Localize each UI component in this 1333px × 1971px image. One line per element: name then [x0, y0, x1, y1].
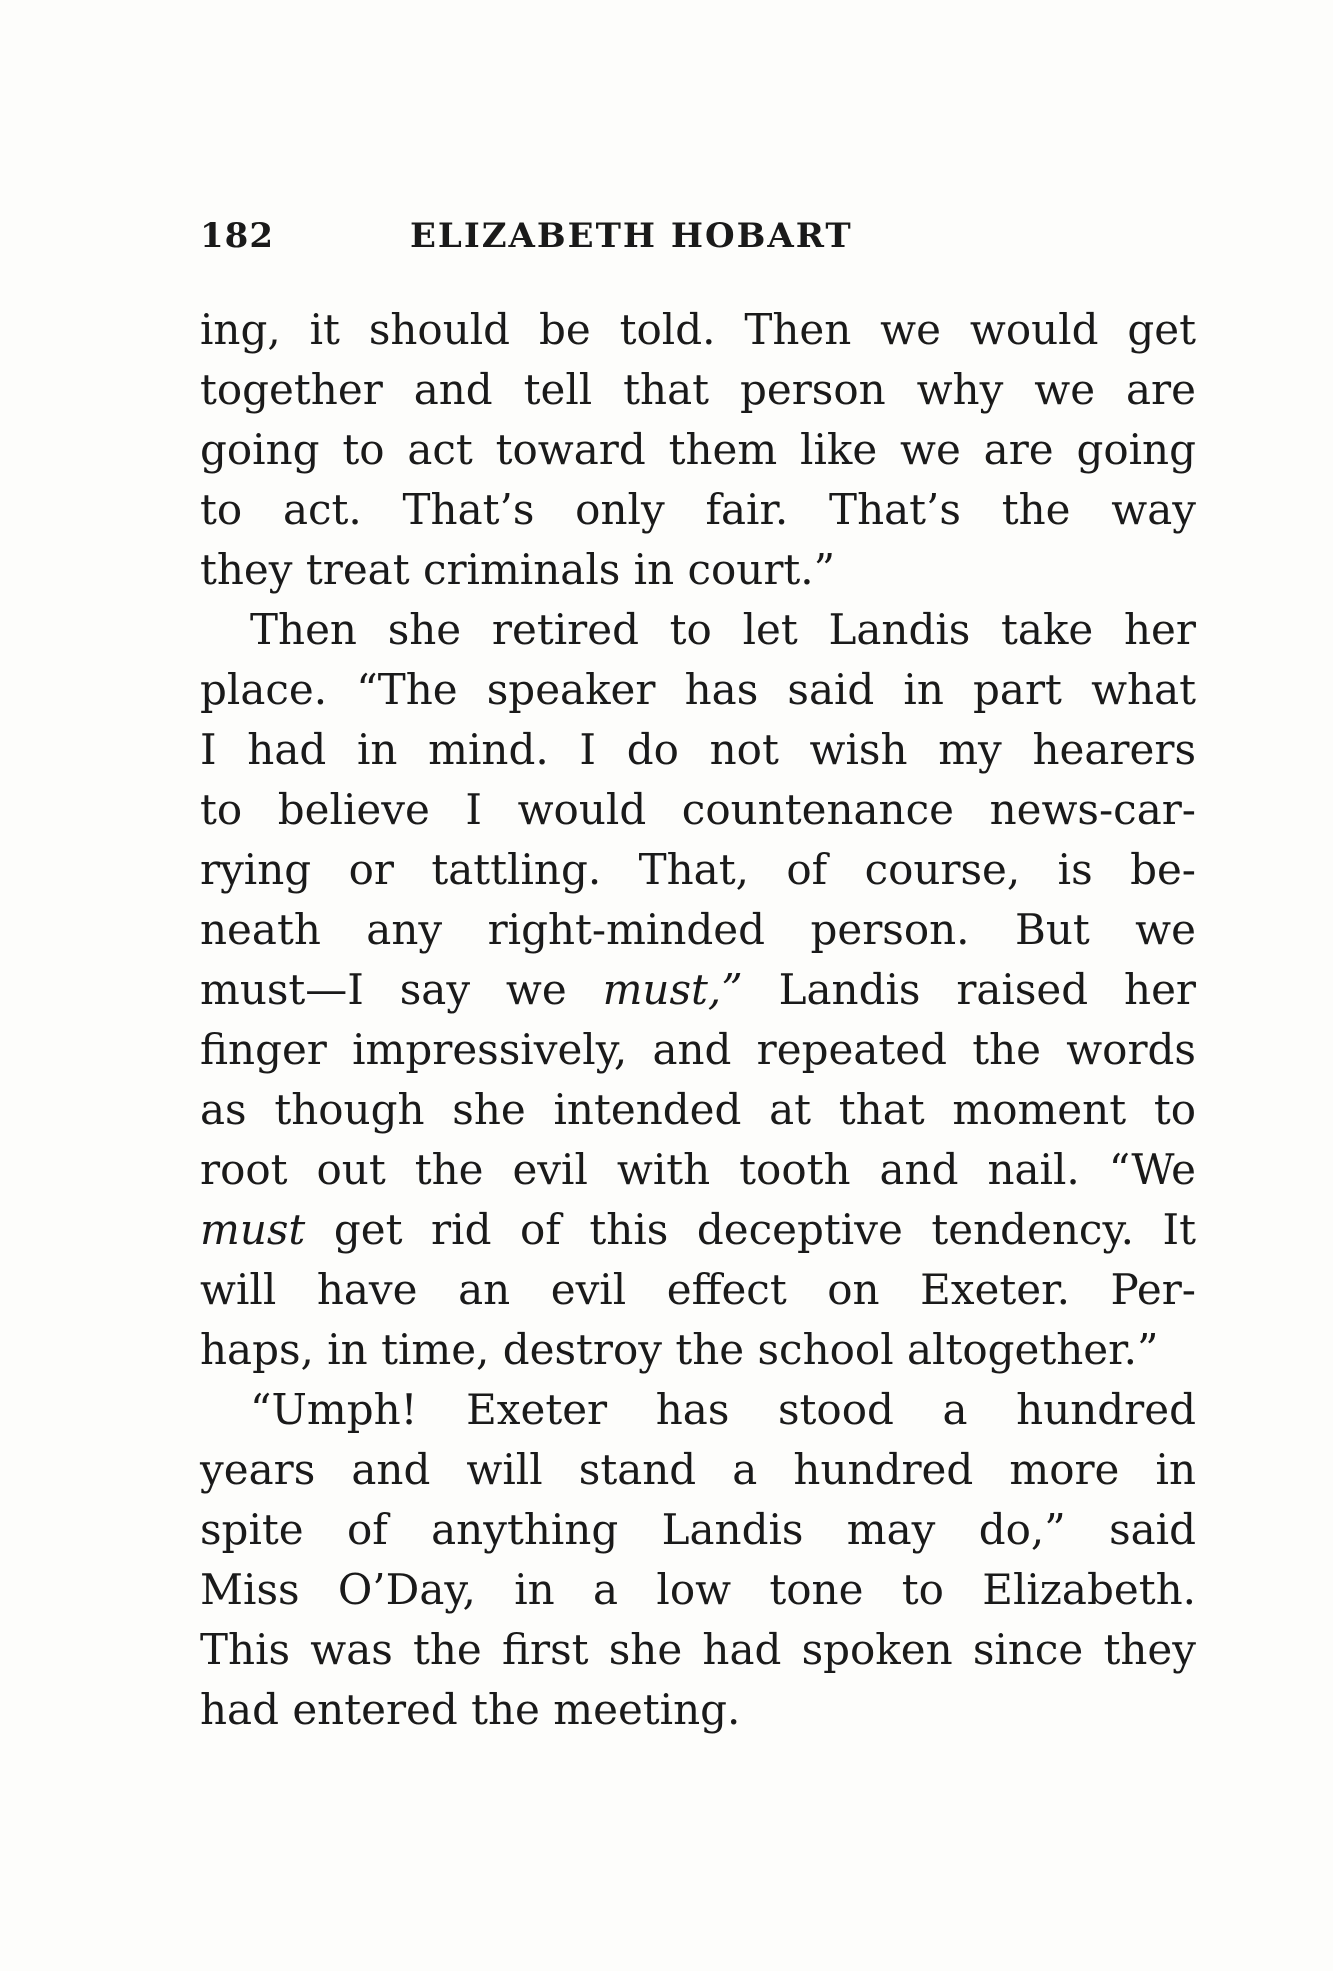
- text-line: going to act toward them like we are going: [200, 425, 1196, 474]
- text-line: root out the evil with tooth and nail. “We: [200, 1145, 1196, 1194]
- text-line: “Umph! Exeter has stood a hundred: [250, 1385, 1196, 1434]
- running-title: ELIZABETH HOBART: [410, 216, 853, 256]
- text-line: place. “The speaker has said in part what: [200, 665, 1196, 714]
- text-line: had entered the meeting.: [200, 1685, 741, 1734]
- text-line: together and tell that person why we are: [200, 365, 1196, 414]
- paragraph-3: [200, 1380, 1196, 1740]
- italic-emphasis: must,”: [602, 965, 743, 1014]
- text-line: rying or tattling. That, of course, is be-: [200, 845, 1196, 894]
- text-line: they treat criminals in court.”: [200, 545, 836, 594]
- text-line: years and will stand a hundred more in: [200, 1445, 1196, 1494]
- text-line: Miss O’Day, in a low tone to Elizabeth.: [200, 1565, 1196, 1614]
- text-line: spite of anything Landis may do,” said: [200, 1505, 1196, 1554]
- text-line: will have an evil effect on Exeter. Per-: [200, 1265, 1196, 1314]
- text-line: to believe I would countenance news-car-: [200, 785, 1196, 834]
- text-line: to act. That’s only fair. That’s the way: [200, 485, 1196, 534]
- text-line: I had in mind. I do not wish my hearers: [200, 725, 1196, 774]
- italic-emphasis: must: [200, 1205, 306, 1254]
- text-line: neath any right-minded person. But we: [200, 905, 1196, 954]
- running-head: [200, 216, 956, 264]
- text-line: This was the first she had spoken since they: [200, 1625, 1196, 1674]
- paragraph-1: [200, 300, 1196, 600]
- page-number: 182: [200, 216, 274, 256]
- body-text: [200, 300, 1196, 1740]
- text-line: ing, it should be told. Then we would get: [200, 305, 1196, 354]
- text-line: haps, in time, destroy the school altogether.”: [200, 1325, 1159, 1374]
- paragraph-2: [200, 600, 1196, 1380]
- text-line: Then she retired to let Landis take her: [250, 605, 1196, 654]
- text-line: finger impressively, and repeated the words: [200, 1025, 1196, 1074]
- text-line: must—I say we must,” Landis raised her: [200, 965, 1197, 1014]
- text-line: must get rid of this deceptive tendency. It: [200, 1205, 1196, 1254]
- text-line: as though she intended at that moment to: [200, 1085, 1196, 1134]
